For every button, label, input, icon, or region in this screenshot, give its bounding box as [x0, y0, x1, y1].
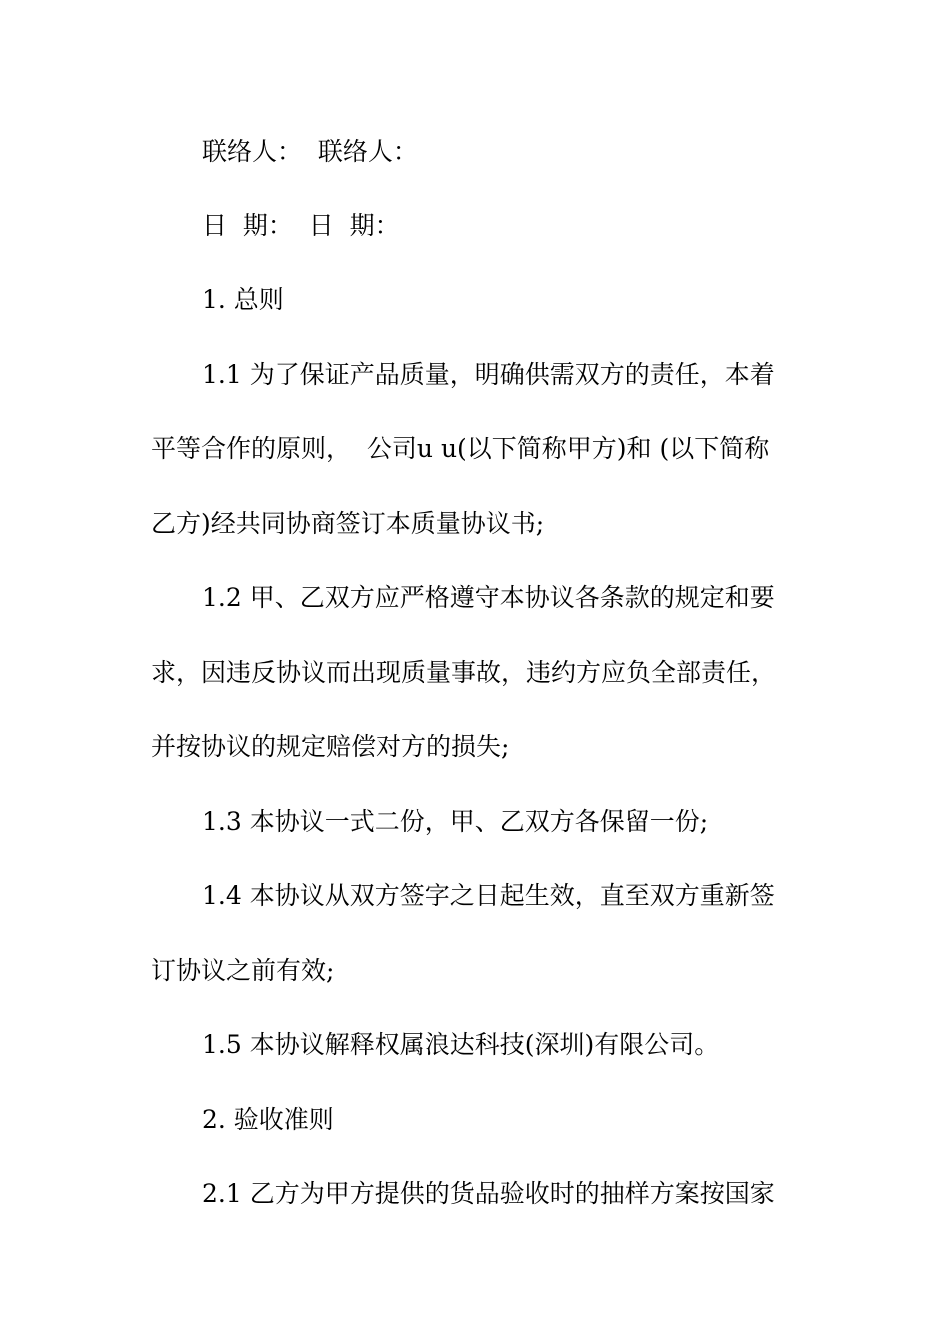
section-1-heading: 1. 总则 — [202, 285, 284, 314]
clause-1-5: 1.5 本协议解释权属浪达科技(深圳)有限公司。 — [202, 1030, 720, 1059]
clause-1-2-line-3: 并按协议的规定赔偿对方的损失; — [151, 732, 510, 761]
clause-1-1-line-2: 平等合作的原则， 公司u u(以下简称甲方)和 (以下简称 — [151, 434, 770, 463]
contact-person-line: 联络人： 联络人： — [202, 137, 418, 166]
clause-1-3: 1.3 本协议一式二份，甲、乙双方各保留一份; — [202, 807, 709, 836]
date-line: 日 期： 日 期： — [202, 211, 400, 240]
clause-1-4-line-2: 订协议之前有效; — [151, 956, 335, 985]
clause-1-2-line-2: 求，因违反协议而出现质量事故，违约方应负全部责任， — [151, 658, 777, 687]
clause-1-4-line-1: 1.4 本协议从双方签字之日起生效，直至双方重新签 — [202, 881, 775, 910]
clause-2-1-line-1: 2.1 乙方为甲方提供的货品验收时的抽样方案按国家 — [202, 1179, 775, 1208]
clause-1-2-line-1: 1.2 甲、乙双方应严格遵守本协议各条款的规定和要 — [202, 583, 775, 612]
section-2-heading: 2. 验收准则 — [202, 1105, 334, 1134]
clause-1-1-line-3: 乙方)经共同协商签订本质量协议书; — [151, 509, 545, 538]
clause-1-1-line-1: 1.1 为了保证产品质量，明确供需双方的责任，本着 — [202, 360, 775, 389]
